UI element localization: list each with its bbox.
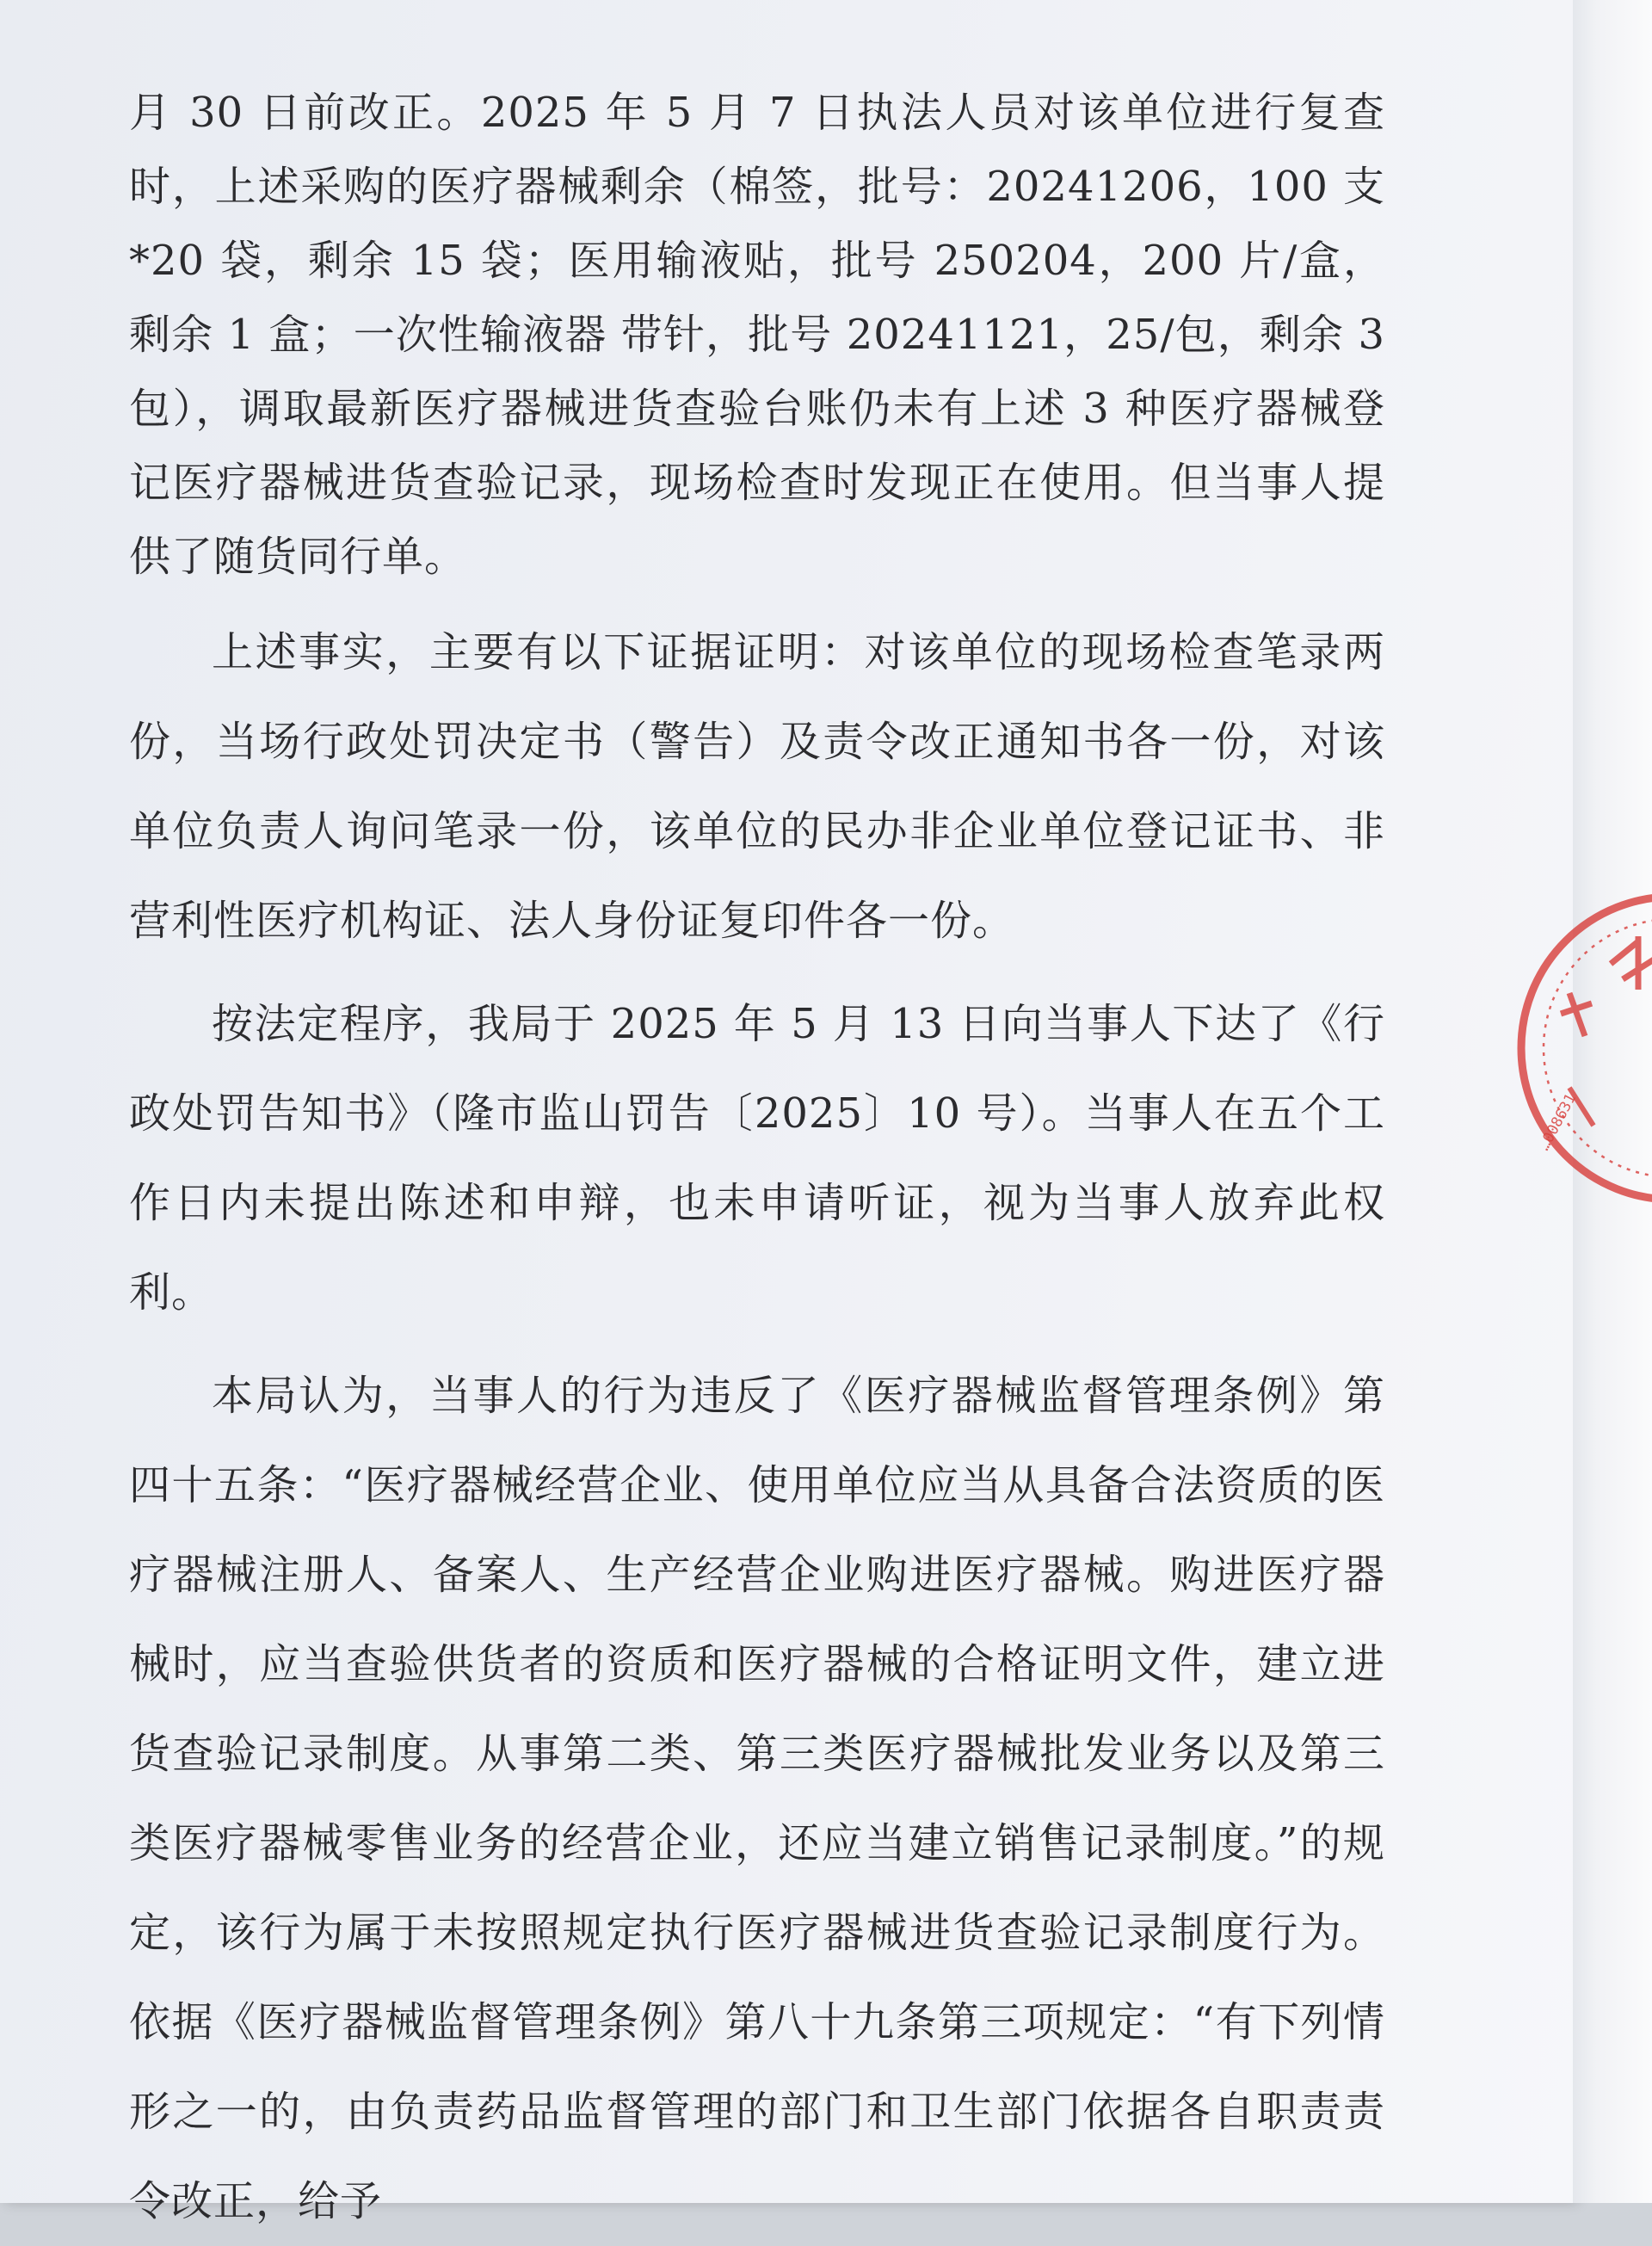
official-seal-stamp (1509, 885, 1652, 1212)
document-body (129, 76, 1385, 2246)
paragraph-notice: 按法定程序，我局于 2025 年 5 月 13 日向当事人下达了《行政处罚告知书》（隆市监山罚告〔2025〕10 号）。当事人在五个工作日内未提出陈述和申辩，也未申请听证，视为当事人放弃此权利。 (129, 1000, 1385, 1317)
seal-number-text: …008631 (1535, 1090, 1581, 1154)
paragraph-recheck-findings: 月 30 日前改正。2025 年 5 月 7 日执法人员对该单位进行复查时，上述采购的医疗器械剩余（棉签，批号：20241206，100 支*20 袋，剩余 15 袋；医用输液贴，批号 250204，200 片/盒，剩余 1 盒；一次性输液器 带针，批号 20241121，25/包，剩余 3 包），调取最新医疗器械进货查验台账仍未有上述 3 种医疗器械登记医疗器械进货查验记录，现场检查时发现正在使用。但当事人提供了随货同行单。 (129, 89, 1385, 581)
paragraph-legal-basis: 本局认为，当事人的行为违反了《医疗器械监督管理条例》第四十五条：“医疗器械经营企业、使用单位应当从具备合法资质的医疗器械注册人、备案人、生产经营企业购进医疗器械。购进医疗器械时，应当查验供货者的资质和医疗器械的合格证明文件，建立进货查验记录制度。从事第二类、第三类医疗器械批发业务以及第三类医疗器械零售业务的经营企业，还应当建立销售记录制度。”的规定，该行为属于未按照规定执行医疗器械进货查验记录制度行为。依据《医疗器械监督管理条例》第八十九条第三项规定：“有下列情形之一的，由负责药品监督管理的部门和卫生部门依据各自职责责令改正，给予 (129, 1372, 1385, 2225)
seal-icon (1509, 885, 1652, 1212)
paragraph-evidence: 上述事实，主要有以下证据证明：对该单位的现场检查笔录两份，当场行政处罚决定书（警告）及责令改正通知书各一份，对该单位负责人询问笔录一份，该单位的民办非企业单位登记证书、非营利性医疗机构证、法人身份证复印件各一份。 (129, 628, 1385, 945)
